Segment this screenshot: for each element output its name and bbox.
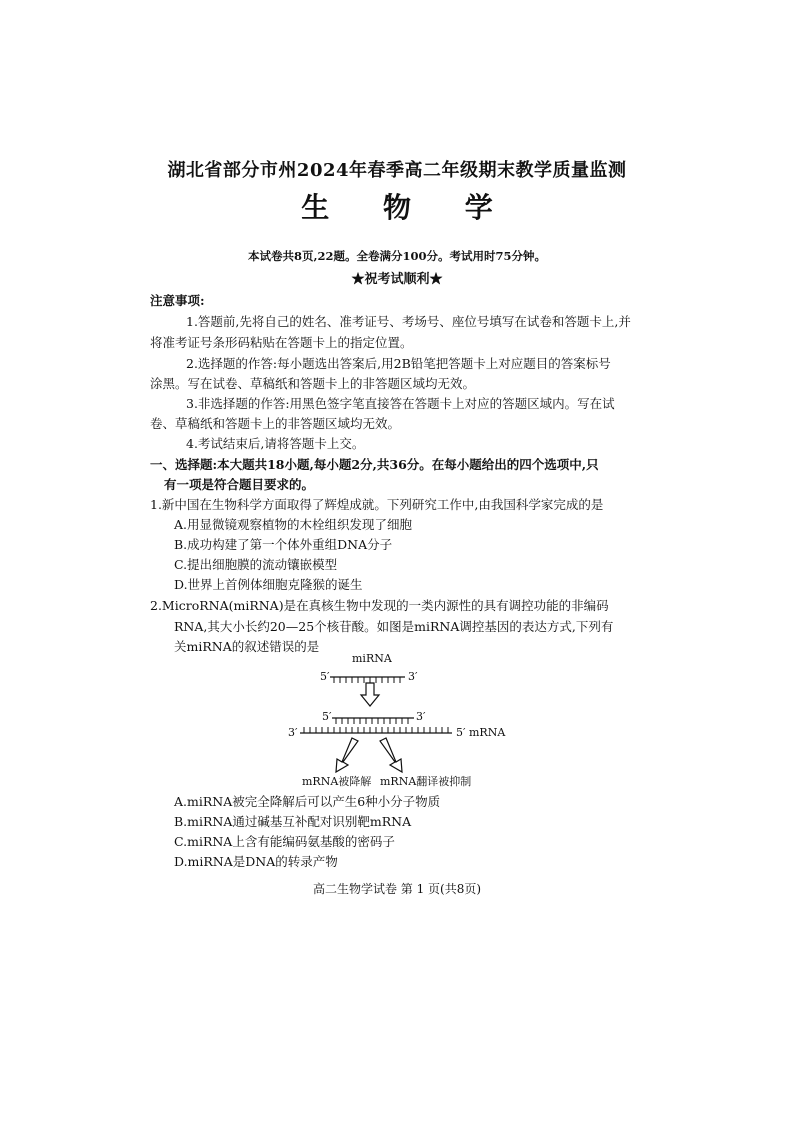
three-prime-label: 3′: [408, 670, 418, 683]
left-arrow-icon: [336, 738, 358, 772]
notice-item: 将准考证号条形码粘贴在答题卡上的指定位置。: [150, 335, 413, 350]
notice-item: 涂黑。写在试卷、草稿纸和答题卡上的非答题区域均无效。: [150, 376, 476, 391]
three-prime-label: 3′: [288, 726, 298, 739]
question-2-option-c: C.miRNA上含有能编码氨基酸的密码子: [174, 834, 395, 849]
mirna-label: miRNA: [352, 652, 392, 665]
question-2-option-a: A.miRNA被完全降解后可以产生6种小分子物质: [174, 794, 441, 809]
mrna-degraded-label: mRNA被降解: [302, 775, 372, 788]
good-luck-banner: ★祝考试顺利★: [351, 272, 443, 287]
down-arrow-icon: [361, 683, 379, 706]
question-2-stem-cont: RNA,其大小长约20—25个核苷酸。如图是miRNA调控基因的表达方式,下列有: [174, 619, 614, 634]
exam-info: 本试卷共8页,22题。全卷满分100分。考试用时75分钟。: [247, 249, 546, 263]
notice-item: 2.选择题的作答:每小题选出答案后,用2B铅笔把答题卡上对应题目的答案标号: [186, 356, 611, 371]
exam-title: 湖北省部分市州2024年春季高二年级期末教学质量监测: [167, 160, 627, 181]
notice-item: 卷、草稿纸和答题卡上的非答题区域均无效。: [150, 416, 401, 431]
question-1-option-a: A.用显微镜观察植物的木栓组织发现了细胞: [174, 517, 413, 532]
three-prime-label: 3′: [416, 710, 426, 723]
mrna-label: 5′ mRNA: [456, 726, 506, 739]
notice-item: 4.考试结束后,请将答题卡上交。: [186, 436, 365, 451]
right-arrow-icon: [380, 738, 402, 772]
translation-inhibited-label: mRNA翻译被抑制: [380, 775, 472, 788]
notice-item: 3.非选择题的作答:用黑色签字笔直接答在答题卡上对应的答题区域内。写在试: [186, 396, 615, 411]
notice-heading: 注意事项:: [150, 293, 205, 308]
question-1-option-c: C.提出细胞膜的流动镶嵌模型: [174, 557, 338, 572]
five-prime-label: 5′: [320, 670, 330, 683]
page-footer: 高二生物学试卷 第 1 页(共8页): [312, 882, 482, 896]
section-heading: 一、选择题:本大题共18小题,每小题2分,共36分。在每小题给出的四个选项中,只: [150, 457, 599, 472]
question-2-option-b: B.miRNA通过碱基互补配对识别靶mRNA: [174, 814, 412, 829]
question-2-stem-cont: 关miRNA的叙述错误的是: [174, 639, 320, 654]
question-1-stem: 1.新中国在生物科学方面取得了辉煌成就。下列研究工作中,由我国科学家完成的是: [150, 497, 604, 512]
section-heading-cont: 有一项是符合题目要求的。: [164, 477, 315, 492]
notice-item: 1.答题前,先将自己的姓名、准考证号、考场号、座位号填写在试卷和答题卡上,并: [186, 314, 631, 329]
question-1-option-d: D.世界上首例体细胞克隆猴的诞生: [174, 577, 363, 592]
question-1-option-b: B.成功构建了第一个体外重组DNA分子: [174, 537, 393, 552]
question-2-stem: 2.MicroRNA(miRNA)是在真核生物中发现的一类内源性的具有调控功能的非编码: [150, 598, 609, 613]
subject-title: 生 物 学: [301, 191, 515, 224]
question-2-option-d: D.miRNA是DNA的转录产物: [174, 854, 338, 869]
mirna-diagram: [280, 650, 520, 795]
five-prime-label: 5′: [322, 710, 332, 723]
